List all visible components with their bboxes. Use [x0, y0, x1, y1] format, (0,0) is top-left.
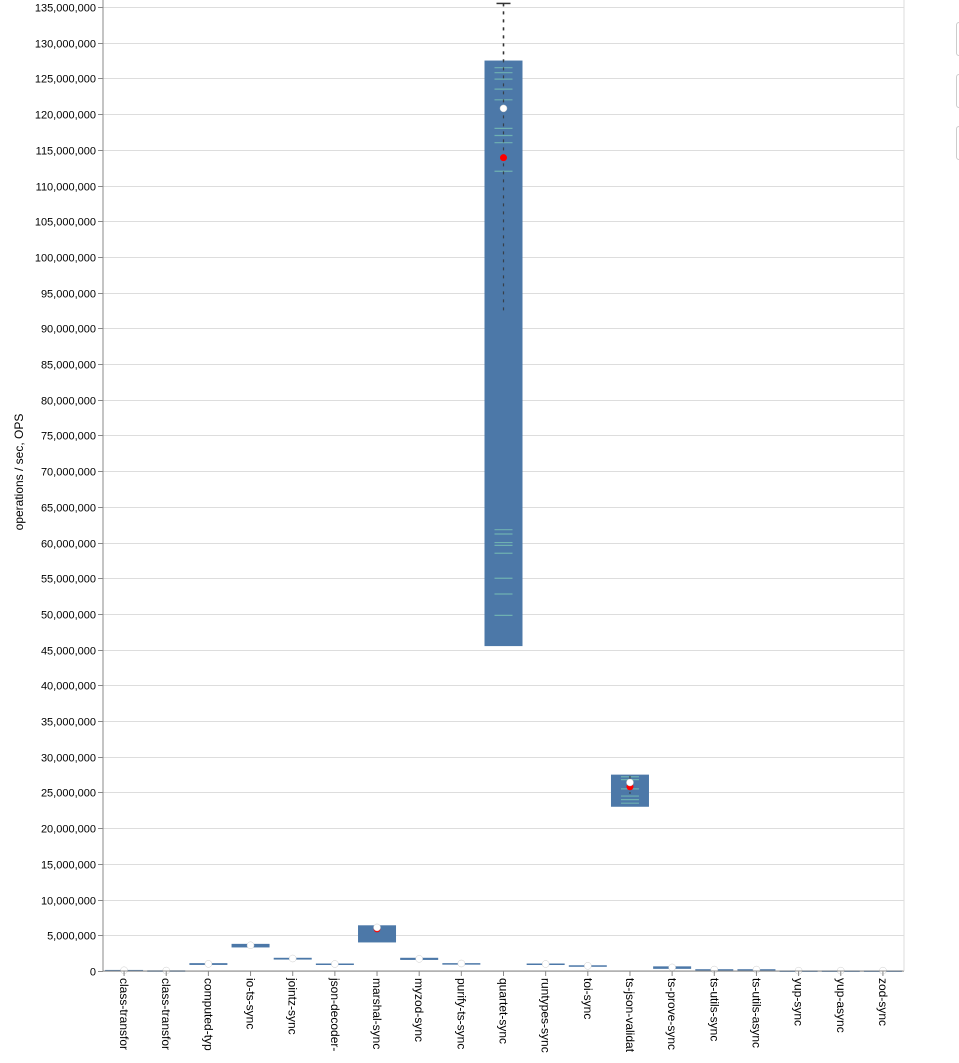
y-tick-label: 60,000,000: [40, 538, 96, 551]
x-tick-label: marshal-sync: [370, 978, 385, 1050]
mean-point: [289, 955, 296, 962]
mean-point: [458, 960, 465, 967]
y-tick-label: 20,000,000: [40, 823, 96, 836]
box-2: [189, 960, 227, 967]
x-tick-label: myzod-sync: [412, 978, 427, 1043]
y-tick-label: 5,000,000: [47, 930, 96, 943]
box-10: [527, 961, 565, 968]
x-axis-labels: [117, 971, 890, 1053]
mean-point: [247, 942, 254, 949]
y-tick-label: 125,000,000: [34, 73, 96, 86]
y-tick-label: 95,000,000: [40, 288, 96, 301]
box-3: [232, 942, 270, 949]
y-tick-label: 50,000,000: [40, 609, 96, 622]
y-tick-label: 80,000,000: [40, 395, 96, 408]
y-tick-label: 35,000,000: [40, 716, 96, 729]
median-point: [500, 154, 507, 161]
box-5: [316, 961, 354, 968]
mean-point: [374, 924, 381, 931]
mean-point: [584, 962, 591, 969]
y-tick-label: 30,000,000: [40, 752, 96, 765]
y-axis-title: operations / sec, OPS: [12, 413, 26, 531]
x-tick-label: runtypes-sync: [538, 978, 553, 1053]
mean-point: [205, 960, 212, 967]
x-tick-label: quartet-sync: [496, 978, 511, 1045]
x-tick-label: ts-json-validat: [622, 978, 637, 1053]
x-tick-label: toi-sync: [580, 978, 595, 1020]
y-tick-label: 55,000,000: [40, 573, 96, 586]
box-13: [653, 964, 691, 971]
y-tick-label: 105,000,000: [34, 216, 96, 229]
x-tick-label: class-transfor: [117, 978, 132, 1051]
y-tick-label: 0: [89, 966, 96, 979]
mean-point: [626, 779, 633, 786]
x-tick-label: class-transfor: [159, 978, 174, 1051]
mean-point: [416, 955, 423, 962]
x-tick-label: zod-sync: [875, 978, 890, 1027]
y-tick-label: 75,000,000: [40, 430, 96, 443]
box-9: [485, 3, 523, 646]
y-tick-label: 15,000,000: [40, 859, 96, 872]
y-tick-label: 40,000,000: [40, 680, 96, 693]
box-6: [358, 924, 396, 942]
x-tick-label: ts-utils-async: [749, 978, 764, 1049]
y-tick-label: 85,000,000: [40, 359, 96, 372]
x-tick-label: io-ts-sync: [243, 978, 258, 1030]
x-tick-label: ts-prove-sync: [665, 978, 680, 1051]
x-tick-label: computed-typ: [201, 978, 216, 1051]
y-tick-label: 135,000,000: [34, 2, 96, 15]
y-tick-label: 130,000,000: [34, 38, 96, 51]
y-tick-label: 110,000,000: [35, 181, 96, 194]
x-tick-label: purify-ts-sync: [454, 978, 469, 1050]
box-8: [442, 960, 480, 967]
x-tick-label: ts-utils-sync: [707, 978, 722, 1042]
mean-point: [331, 961, 338, 968]
x-tick-label: json-decoder-: [327, 978, 342, 1052]
y-axis-ticks: [35, 3, 103, 979]
box-4: [274, 955, 312, 962]
mean-point: [500, 105, 507, 112]
y-tick-label: 65,000,000: [40, 502, 96, 515]
y-tick-label: 10,000,000: [40, 895, 96, 908]
y-tick-label: 90,000,000: [40, 323, 96, 336]
mean-point: [542, 961, 549, 968]
x-tick-label: jointz-sync: [285, 978, 300, 1035]
y-tick-label: 45,000,000: [40, 645, 96, 658]
box-7: [400, 955, 438, 962]
y-tick-label: 120,000,000: [34, 109, 96, 122]
box-11: [569, 962, 607, 969]
y-tick-label: 115,000,000: [35, 145, 96, 158]
box-12: [611, 775, 649, 807]
y-tick-label: 25,000,000: [40, 787, 96, 800]
x-tick-label: yup-async: [833, 978, 848, 1033]
x-tick-label: yup-sync: [791, 978, 806, 1027]
y-tick-label: 70,000,000: [40, 466, 96, 479]
mean-point: [669, 964, 676, 971]
y-tick-label: 100,000,000: [34, 252, 96, 265]
